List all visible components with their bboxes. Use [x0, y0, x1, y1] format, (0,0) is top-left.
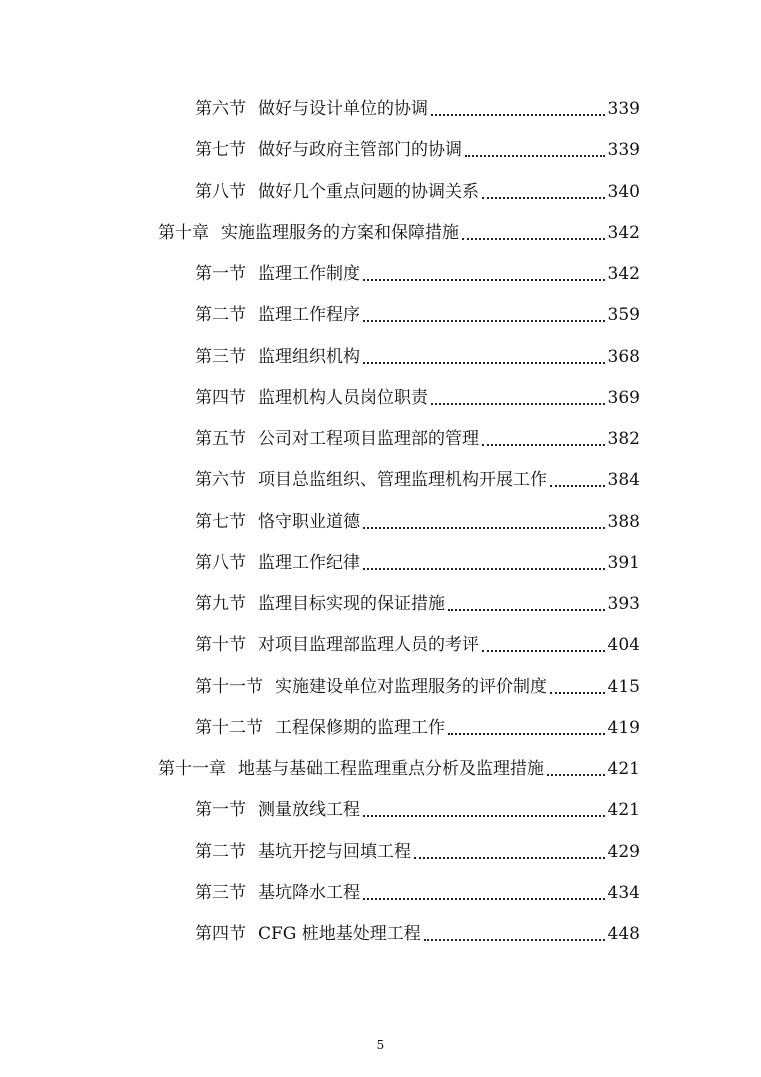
toc-entry-title: 公司对工程项目监理部的管理 [258, 429, 479, 449]
toc-leader-dots [363, 279, 605, 281]
toc-leader-dots [363, 527, 605, 529]
toc-entry-page: 369 [607, 387, 640, 408]
toc-entry-label: 第十节 [195, 635, 246, 656]
toc-entry-title: 做好与设计单位的协调 [258, 99, 428, 119]
toc-leader-dots [363, 362, 605, 364]
toc-leader-dots [424, 939, 605, 941]
toc-section-entry[interactable] [195, 510, 640, 534]
toc-entry-title: 做好与政府主管部门的协调 [258, 140, 462, 161]
toc-leader-dots [448, 609, 605, 611]
toc-entry-label: 第十一节 [195, 676, 263, 697]
toc-entry-page: 393 [607, 594, 640, 614]
toc-section-entry[interactable] [195, 303, 640, 327]
toc-entry-label: 第十二节 [195, 717, 263, 738]
toc-entry-label: 第一节 [195, 264, 246, 284]
toc-entry-page: 419 [607, 717, 640, 738]
toc-entry-page: 421 [607, 759, 640, 779]
toc-entry-label: 第五节 [195, 429, 246, 449]
toc-entry-page: 342 [607, 264, 640, 284]
toc-entry-label: 第七节 [195, 511, 246, 532]
toc-section-entry[interactable] [195, 262, 640, 286]
toc-leader-dots [448, 733, 605, 735]
toc-section-entry[interactable] [195, 97, 640, 121]
toc-entry-title: 对项目监理部监理人员的考评 [258, 635, 479, 656]
toc-entry-label: 第四节 [195, 387, 246, 408]
toc-leader-dots [431, 403, 605, 405]
toc-entry-page: 342 [607, 222, 640, 243]
toc-leader-dots [465, 155, 605, 157]
toc-leader-dots [550, 692, 605, 694]
toc-entry-label: 第十章 [158, 222, 209, 243]
toc-entry-page: 388 [607, 511, 640, 532]
toc-entry-page: 359 [607, 305, 640, 326]
toc-entry-title: CFG 桩地基处理工程 [258, 924, 421, 944]
toc-entry-page: 429 [607, 841, 640, 862]
toc-entry-page: 434 [607, 882, 640, 903]
toc-entry-title: 监理工作纪律 [258, 552, 360, 573]
toc-entry-label: 第八节 [195, 181, 246, 202]
toc-leader-dots [462, 238, 605, 240]
toc-section-entry[interactable] [195, 180, 640, 204]
toc-chapter-entry[interactable] [158, 221, 640, 245]
toc-section-entry[interactable] [195, 881, 640, 905]
toc-entry-title: 做好几个重点问题的协调关系 [258, 181, 479, 202]
toc-section-entry[interactable] [195, 138, 640, 162]
toc-leader-dots [363, 898, 605, 900]
toc-entry-label: 第六节 [195, 99, 246, 119]
page-number: 5 [376, 1038, 385, 1052]
toc-section-entry[interactable] [195, 551, 640, 575]
toc-section-entry[interactable] [195, 798, 640, 822]
toc-leader-dots [550, 485, 605, 487]
toc-entry-page: 384 [607, 470, 640, 491]
toc-leader-dots [482, 444, 605, 446]
toc-entry-label: 第四节 [195, 924, 246, 944]
toc-entry-label: 第三节 [195, 346, 246, 367]
toc-entry-title: 监理组织机构 [258, 346, 360, 367]
toc-section-entry[interactable] [195, 345, 640, 369]
toc-section-entry[interactable] [195, 427, 640, 451]
toc-chapter-entry[interactable] [158, 757, 640, 781]
toc-entry-title: 工程保修期的监理工作 [275, 717, 445, 738]
toc-entry-title: 监理工作程序 [258, 305, 360, 326]
toc-leader-dots [547, 774, 605, 776]
toc-entry-title: 测量放线工程 [258, 800, 360, 821]
toc-entry-title: 监理目标实现的保证措施 [258, 594, 445, 614]
toc-section-entry[interactable] [195, 922, 640, 946]
toc-entry-page: 448 [607, 924, 640, 944]
toc-entry-title: 地基与基础工程监理重点分析及监理措施 [238, 759, 544, 779]
toc-entry-label: 第三节 [195, 882, 246, 903]
toc-entry-page: 421 [607, 800, 640, 821]
toc-section-entry[interactable] [195, 592, 640, 616]
toc-entry-label: 第六节 [195, 470, 246, 491]
toc-leader-dots [363, 568, 605, 570]
toc-entry-title: 实施监理服务的方案和保障措施 [221, 222, 459, 243]
toc-section-entry[interactable] [195, 386, 640, 410]
toc-entry-page: 340 [607, 181, 640, 202]
toc-section-entry[interactable] [195, 633, 640, 657]
toc-entry-label: 第十一章 [158, 759, 226, 779]
toc-entry-label: 第一节 [195, 800, 246, 821]
toc-entry-title: 项目总监组织、管理监理机构开展工作 [258, 470, 547, 491]
toc-entry-page: 391 [607, 552, 640, 573]
toc-leader-dots [482, 650, 605, 652]
toc-entry-title: 基坑降水工程 [258, 882, 360, 903]
toc-entry-label: 第九节 [195, 594, 246, 614]
toc-entry-label: 第七节 [195, 140, 246, 161]
toc-entry-title: 基坑开挖与回填工程 [258, 841, 411, 862]
toc-leader-dots [431, 114, 605, 116]
toc-entry-label: 第二节 [195, 841, 246, 862]
toc-section-entry[interactable] [195, 675, 640, 699]
toc-leader-dots [363, 320, 605, 322]
toc-leader-dots [414, 857, 605, 859]
toc-entry-title: 恪守职业道德 [258, 511, 360, 532]
toc-section-entry[interactable] [195, 468, 640, 492]
toc-entry-label: 第二节 [195, 305, 246, 326]
toc-entry-page: 368 [607, 346, 640, 367]
toc-entry-label: 第八节 [195, 552, 246, 573]
toc-entry-page: 404 [607, 635, 640, 656]
toc-entry-page: 339 [607, 140, 640, 161]
toc-entry-page: 415 [607, 676, 640, 697]
toc-section-entry[interactable] [195, 840, 640, 864]
toc-entry-page: 382 [607, 429, 640, 449]
toc-section-entry[interactable] [195, 716, 640, 740]
toc-leader-dots [363, 815, 605, 817]
toc-entry-title: 监理机构人员岗位职责 [258, 387, 428, 408]
toc-leader-dots [482, 197, 605, 199]
toc-entry-page: 339 [607, 99, 640, 119]
toc-entry-title: 实施建设单位对监理服务的评价制度 [275, 676, 547, 697]
toc-entry-title: 监理工作制度 [258, 264, 360, 284]
